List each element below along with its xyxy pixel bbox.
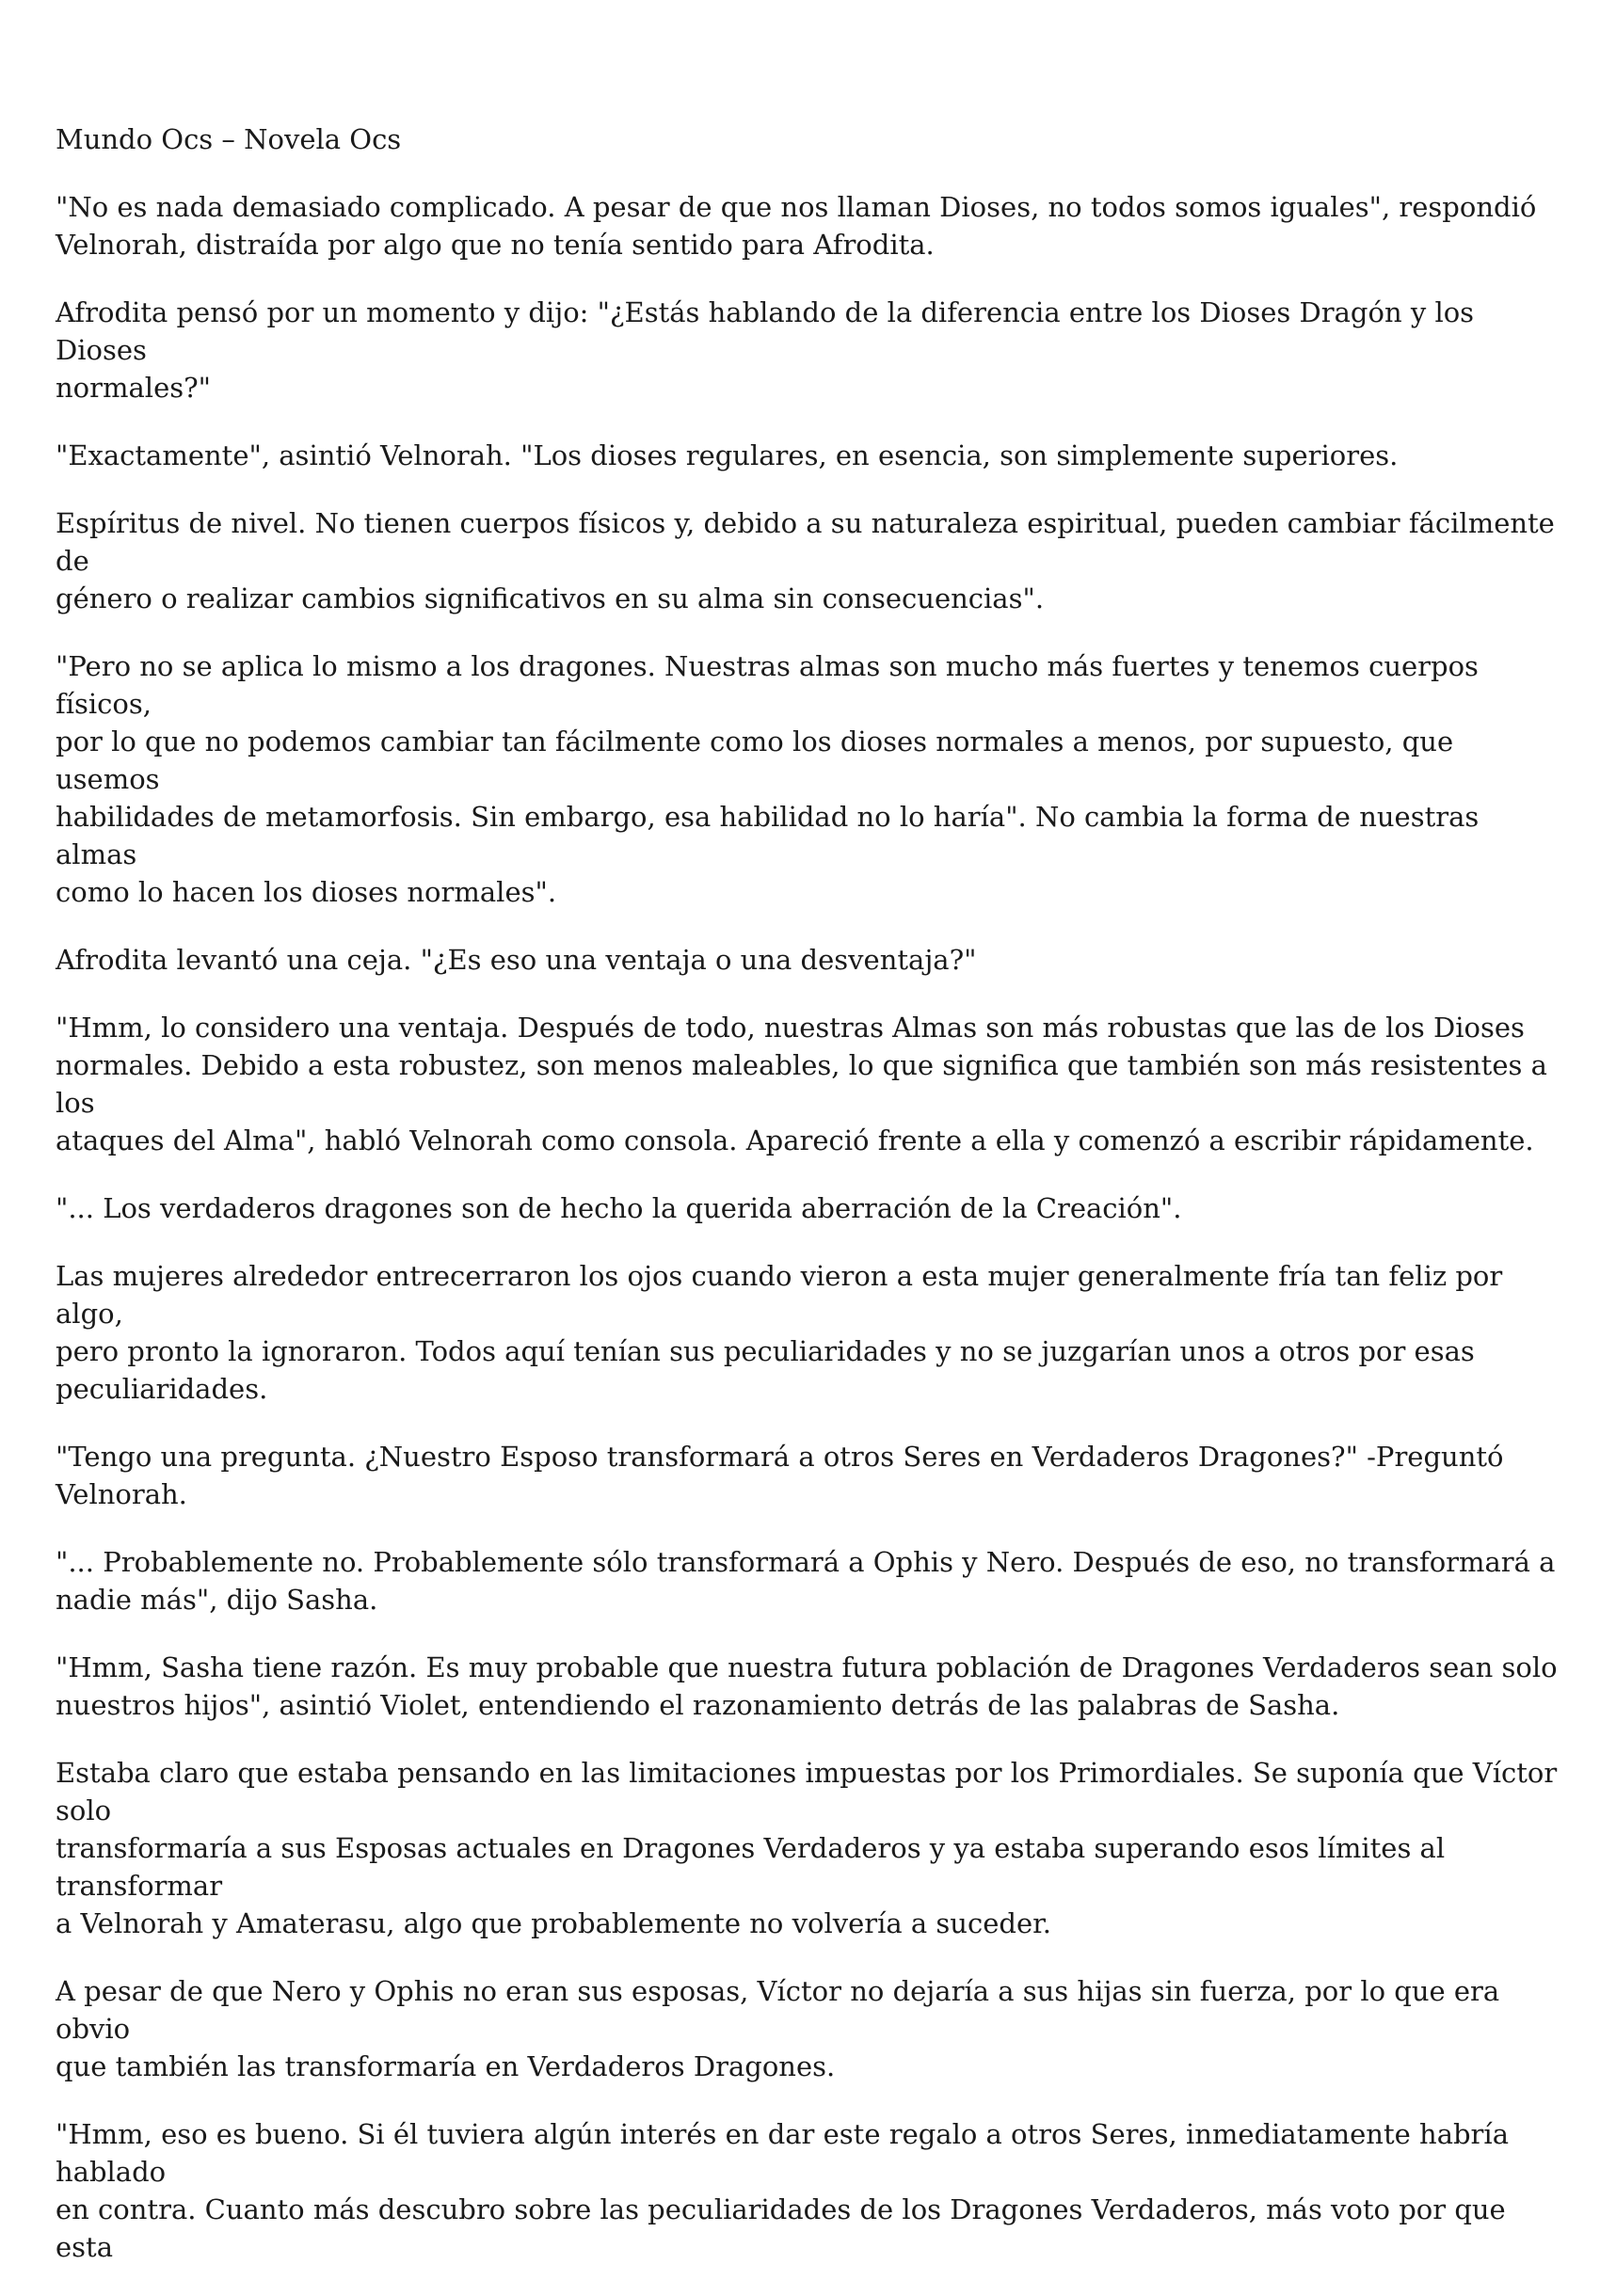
paragraph: "Pero no se aplica lo mismo a los dragones. Nuestras almas son mucho más fuertes y tenemos cuerpos físicos, por lo que no podemos cambiar tan fácilmente como los dioses normales a menos, por supuesto, que usemos habilidades de metamorfosis. Sin embargo, esa habilidad no lo haría". No cambia la forma de nuestras almas como lo hacen los dioses normales".: [56, 650, 1480, 908]
paragraph: "Hmm, lo considero una ventaja. Después de todo, nuestras Almas son más robustas que las de los Dioses normales. Debido a esta robustez, son menos maleables, lo que significa que también son más resistentes a los ataques del Alma", habló Velnorah como consola. Apareció frente a ella y comenzó a escribir rápidamente.: [56, 1012, 1547, 1156]
paragraph: "Hmm, Sasha tiene razón. Es muy probable que nuestra futura población de Dragones Verdaderos sean solo nuestros hijos", asintió Violet, entendiendo el razonamiento detrás de las palabras de Sasha.: [56, 1651, 1558, 1721]
paragraph: Estaba claro que estaba pensando en las limitaciones impuestas por los Primordiales. Se suponía que Víctor solo transformaría a sus Esposas actuales en Dragones Verdaderos y ya estaba superando esos límites al transformar a Velnorah y Amaterasu, algo que probablemente no volvería a suceder.: [56, 1757, 1558, 1939]
paragraph: "Tengo una pregunta. ¿Nuestro Esposo transformará a otros Seres en Verdaderos Dragones?" -Preguntó Velnorah.: [56, 1441, 1504, 1510]
paragraph: "No es nada demasiado complicado. A pesar de que nos llaman Dioses, no todos somos iguales", respondió Velnorah, distraída por algo que no tenía sentido para Afrodita.: [56, 191, 1537, 261]
document-page: [56, 120, 1561, 2296]
paragraph: A pesar de que Nero y Ophis no eran sus esposas, Víctor no dejaría a sus hijas sin fuerza, por lo que era obvio que también las transformaría en Verdaderos Dragones.: [56, 1975, 1500, 2082]
paragraph: "Hmm, eso es bueno. Si él tuviera algún interés en dar este regalo a otros Seres, inmediatamente habría hablado en contra. Cuanto más descubro sobre las peculiaridades de los Dragones Verdaderos, más voto por que esta: [56, 2118, 1509, 2263]
paragraph: "Exactamente", asintió Velnorah. "Los dioses regulares, en esencia, son simplemente superiores.: [56, 439, 1399, 471]
paragraph: "... Los verdaderos dragones son de hecho la querida aberración de la Creación".: [56, 1192, 1182, 1224]
paragraph: Afrodita levantó una ceja. "¿Es eso una ventaja o una desventaja?": [56, 944, 977, 976]
paragraph: Espíritus de nivel. No tienen cuerpos físicos y, debido a su naturaleza espiritual, pueden cambiar fácilmente de género o realizar cambios significativos en su alma sin consecuencias".: [56, 507, 1555, 614]
paragraph: Afrodita pensó por un momento y dijo: "¿Estás hablando de la diferencia entre los Dioses Dragón y los Dioses normales?": [56, 296, 1475, 404]
paragraph: "... Probablemente no. Probablemente sólo transformará a Ophis y Nero. Después de eso, no transformará a nadie más", dijo Sasha.: [56, 1546, 1556, 1616]
paragraph: Las mujeres alrededor entrecerraron los ojos cuando vieron a esta mujer generalmente fría tan feliz por algo, pero pronto la ignoraron. Todos aquí tenían sus peculiaridades y no se juzgarían unos a otros por esas peculiaridades.: [56, 1260, 1503, 1405]
document-title: Mundo Ocs – Novela Ocs: [56, 123, 402, 155]
